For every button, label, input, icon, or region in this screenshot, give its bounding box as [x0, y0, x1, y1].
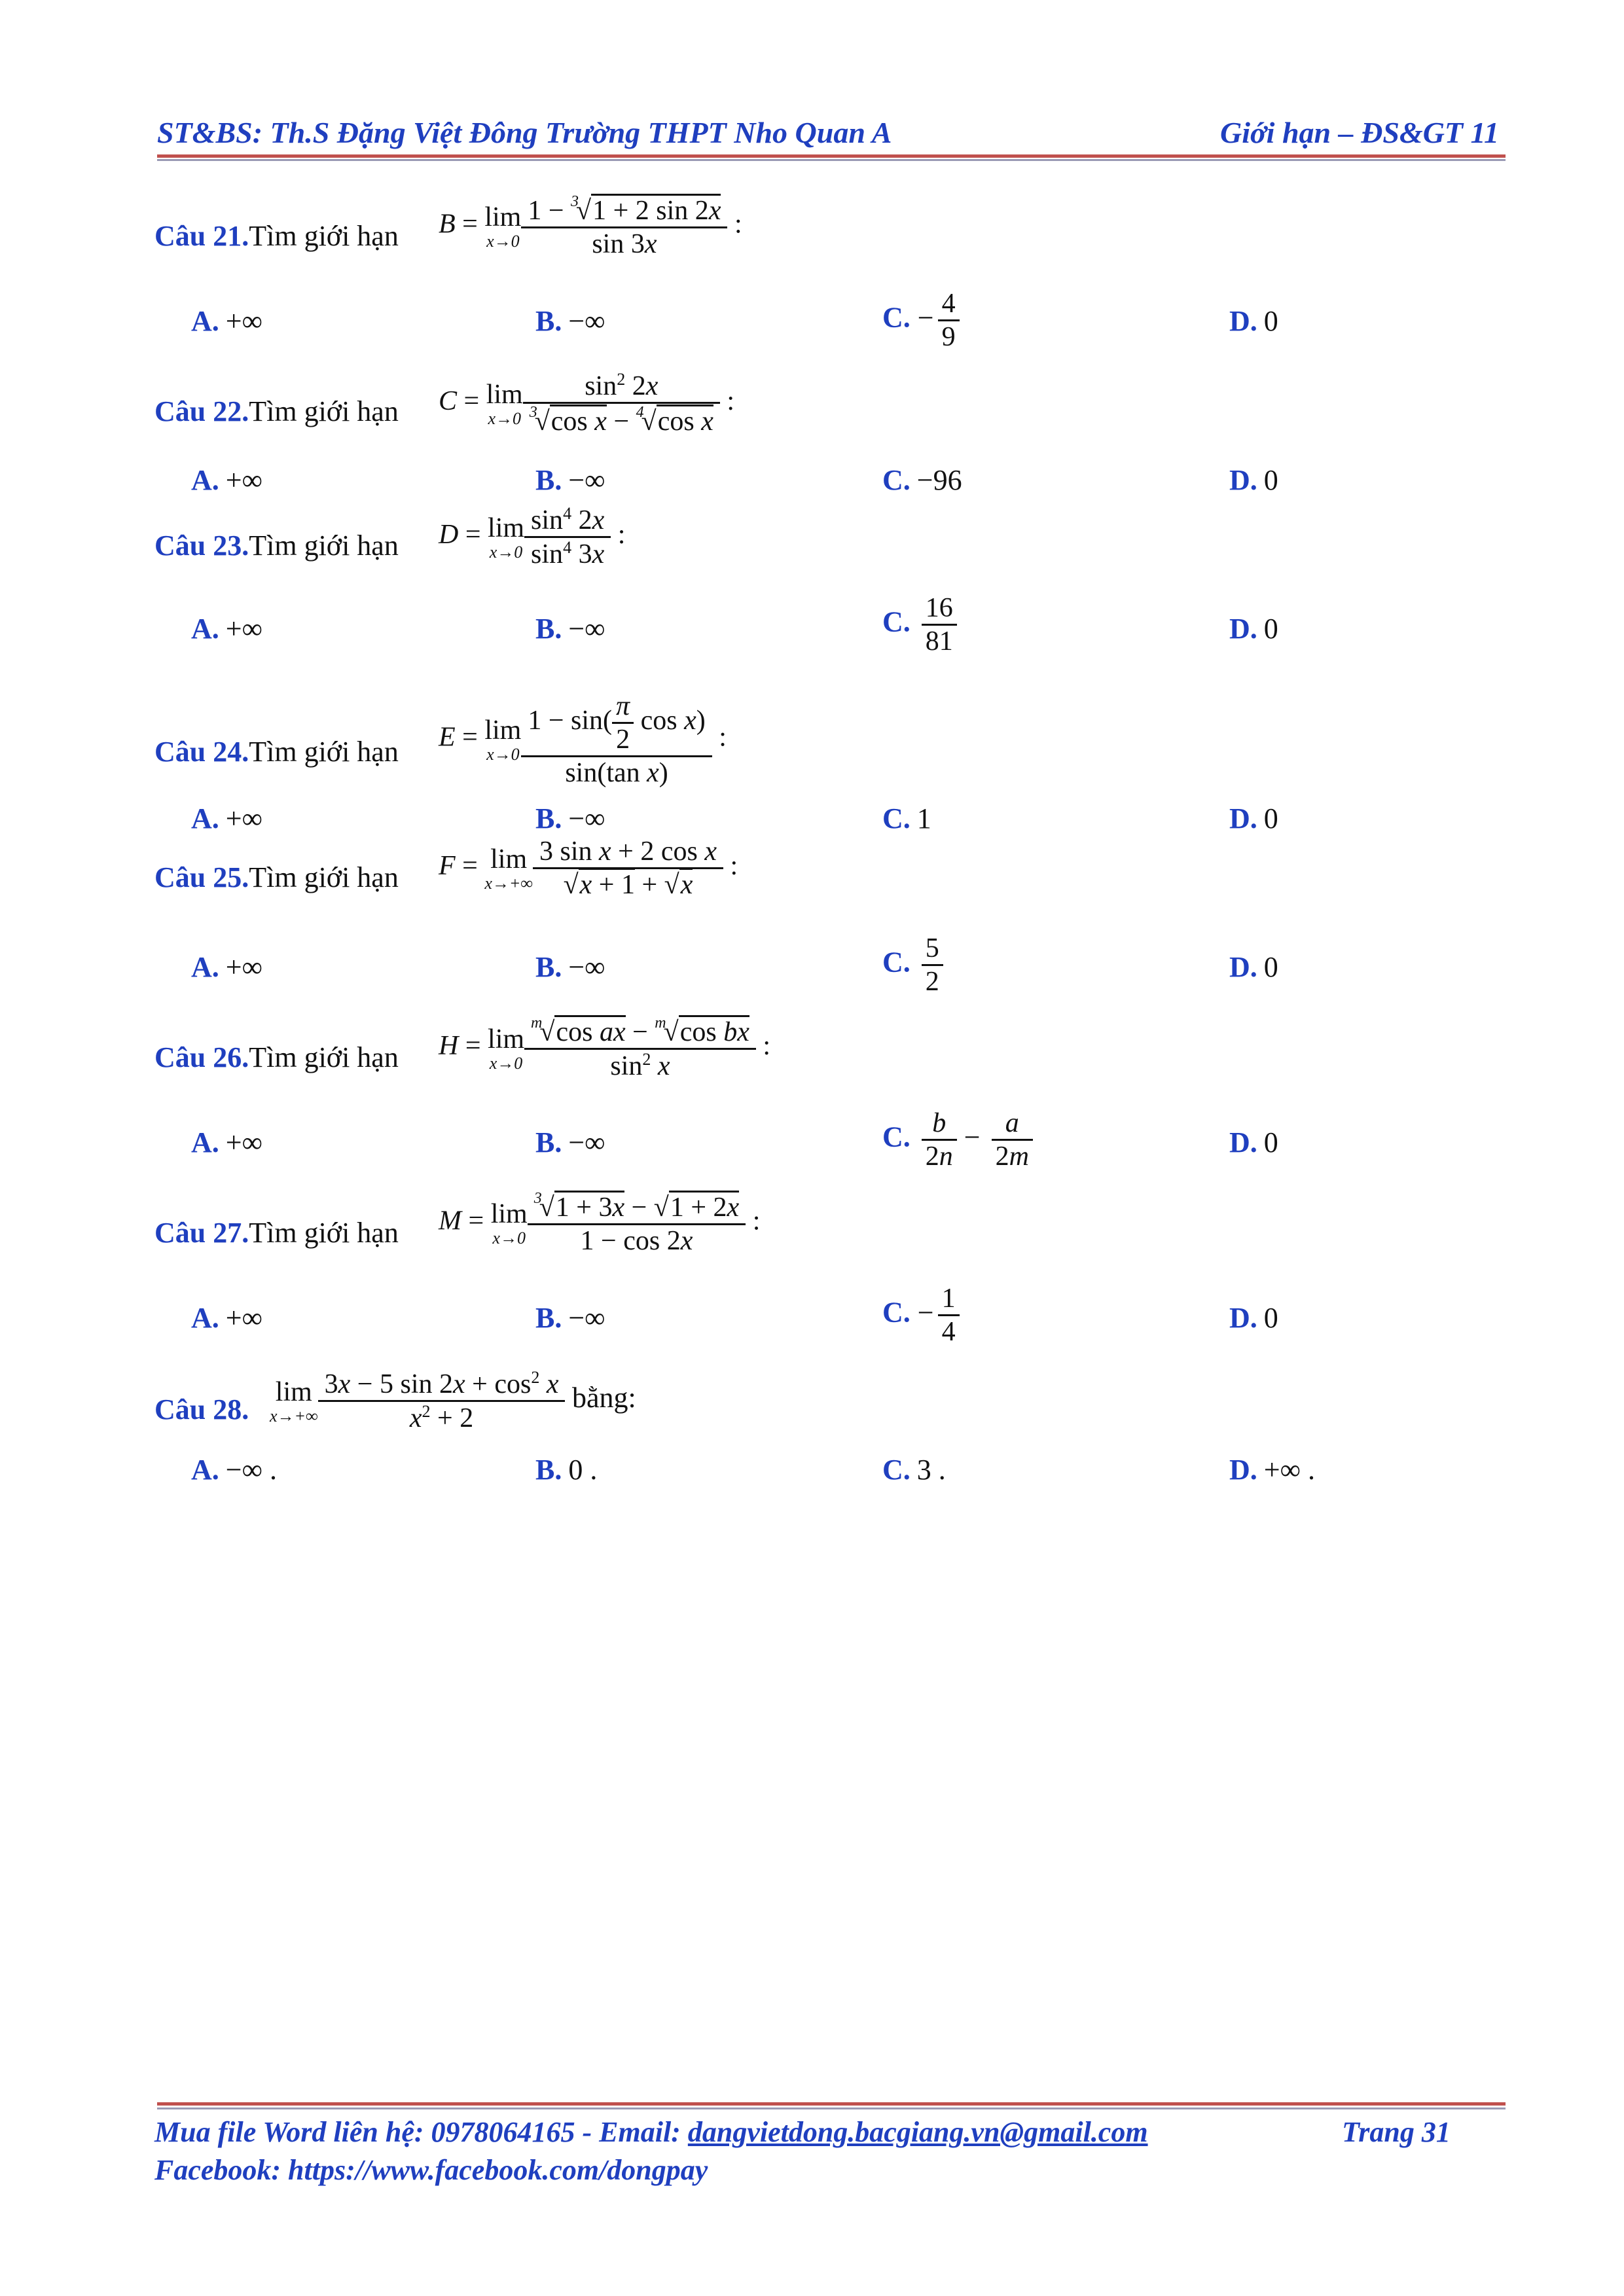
option-key: B. [535, 613, 562, 645]
option-key: A. [191, 951, 219, 983]
option-key: A. [191, 1126, 219, 1158]
footer-facebook[interactable]: Facebook: https://www.facebook.com/dongpay [154, 2154, 708, 2186]
answer-c-28[interactable] [882, 1453, 946, 1486]
formula-23: D = lim x→0 $\frac{\sin^4 2x}{\sin^4 3x}$ : [439, 504, 626, 569]
answer-d-28[interactable] [1229, 1453, 1315, 1486]
answer-b-23[interactable] [535, 612, 605, 645]
answer-a-26[interactable] [191, 1126, 262, 1159]
option-value: 0 [1263, 802, 1278, 834]
footer-email-link[interactable]: dangvietdong.bacgiang.vn@gmail.com [687, 2116, 1148, 2148]
option-value: 0 [1263, 464, 1278, 496]
option-key: A. [191, 613, 219, 645]
question-label: Câu 27. [154, 1217, 249, 1249]
question-24 [154, 735, 399, 768]
option-value: +∞ [225, 1126, 262, 1158]
option-key: C. [882, 301, 911, 334]
option-value: +∞ [225, 802, 262, 834]
option-value: −96 [916, 464, 962, 496]
option-value-fraction: $\frac{b}{2n}$ − $\frac{a}{2m}$ [918, 1121, 1033, 1153]
option-key: D. [1229, 951, 1257, 983]
answer-d-24[interactable] [1229, 802, 1278, 835]
option-value: 0 [1263, 305, 1278, 337]
formula-21: B = lim x→0 $\frac{1 - ^3√1 + 2 \sin 2x}{\sin 3x}$ : [439, 193, 742, 259]
option-value: 0 [1263, 951, 1278, 983]
option-key: D. [1229, 1126, 1257, 1158]
option-key: C. [882, 605, 911, 638]
answer-d-23[interactable] [1229, 612, 1278, 645]
option-key: D. [1229, 802, 1257, 834]
option-key: B. [535, 305, 562, 337]
answer-a-21[interactable] [191, 304, 262, 338]
option-key: B. [535, 1302, 562, 1334]
option-value: −∞ [568, 1302, 605, 1334]
option-key: B. [535, 802, 562, 834]
answer-b-24[interactable] [535, 802, 605, 835]
option-key: C. [882, 464, 911, 496]
option-key: A. [191, 1302, 219, 1334]
option-value: 0 [1263, 1126, 1278, 1158]
answer-d-26[interactable] [1229, 1126, 1278, 1159]
option-key: C. [882, 1454, 911, 1486]
footer-contact [154, 2115, 1148, 2149]
option-value: −∞ [568, 951, 605, 983]
option-value: −∞ [568, 464, 605, 496]
answer-c-25[interactable] [882, 933, 943, 997]
question-label: Câu 21. [154, 220, 249, 252]
option-key: D. [1229, 613, 1257, 645]
option-value: 0 [1263, 613, 1278, 645]
question-label: Câu 25. [154, 861, 249, 893]
option-value-fraction: $\frac{5}{2}$ [922, 933, 943, 997]
formula-26: H = lim x→0 $\frac{^m√\cos ax - ^m√\cos bx}{\sin^2 x}$ : [439, 1014, 771, 1081]
footer-divider [157, 2102, 1506, 2106]
formula-25: F = lim x→+∞ $\frac{\text{3 sin x + 2 cos x}}{√x + 1 + √x}$ : [439, 836, 738, 900]
answer-d-25[interactable] [1229, 950, 1278, 984]
question-text: Tìm giới hạn [249, 861, 399, 893]
header-divider [157, 154, 1506, 158]
option-value: +∞ . [1263, 1454, 1315, 1486]
option-key: C. [882, 1296, 911, 1329]
answer-d-27[interactable] [1229, 1301, 1278, 1335]
answer-c-24[interactable] [882, 802, 931, 835]
answer-c-21[interactable] [882, 288, 960, 353]
answer-a-25[interactable] [191, 950, 262, 984]
option-key: B. [535, 951, 562, 983]
question-label: Câu 24. [154, 736, 249, 768]
question-text: Tìm giới hạn [249, 395, 399, 427]
option-value: +∞ [225, 951, 262, 983]
option-value-fraction: − $\frac{4}{9}$ [918, 302, 960, 334]
question-text: Tìm giới hạn [249, 736, 399, 768]
option-key: B. [535, 1126, 562, 1158]
option-key: D. [1229, 464, 1257, 496]
option-key: A. [191, 464, 219, 496]
question-label: Câu 26. [154, 1041, 249, 1073]
question-text: bằng: [571, 1382, 636, 1414]
option-value: −∞ [568, 613, 605, 645]
option-key: C. [882, 1121, 911, 1153]
option-key: C. [882, 802, 911, 834]
answer-c-26[interactable] [882, 1107, 1033, 1172]
answer-a-22[interactable] [191, 463, 262, 497]
option-value-fraction: − $\frac{1}{4}$ [918, 1297, 960, 1329]
answer-b-25[interactable] [535, 950, 605, 984]
option-key: D. [1229, 305, 1257, 337]
option-value: +∞ [225, 613, 262, 645]
question-text: Tìm giới hạn [249, 1217, 399, 1249]
option-key: D. [1229, 1454, 1257, 1486]
question-text: Tìm giới hạn [249, 529, 399, 562]
formula-22: C = lim x→0 $\frac{\sin^2 2x}{^3√\cos x - ^4√\cos x}$ : [439, 370, 735, 437]
option-value: 0 [1263, 1302, 1278, 1334]
answer-c-27[interactable] [882, 1283, 960, 1348]
question-text: Tìm giới hạn [249, 1041, 399, 1073]
header-divider-shadow [157, 159, 1506, 161]
answer-b-27[interactable] [535, 1301, 605, 1335]
option-value-fraction: $\frac{16}{81}$ [922, 592, 957, 657]
answer-c-22[interactable] [882, 463, 962, 497]
answer-a-27[interactable] [191, 1301, 262, 1335]
answer-b-26[interactable] [535, 1126, 605, 1159]
question-25 [154, 861, 399, 894]
answer-c-23[interactable] [882, 592, 957, 657]
question-26 [154, 1041, 399, 1074]
option-key: A. [191, 802, 219, 834]
question-23 [154, 529, 399, 562]
answer-a-28[interactable] [191, 1453, 277, 1486]
footer-contact-text: Mua file Word liên hệ: 0978064165 - Email: [154, 2116, 688, 2148]
option-key: C. [882, 946, 911, 978]
option-key: A. [191, 1454, 219, 1486]
option-value: +∞ [225, 305, 262, 337]
option-value: +∞ [225, 1302, 262, 1334]
option-key: B. [535, 1454, 562, 1486]
option-value: −∞ [568, 802, 605, 834]
question-27 [154, 1216, 399, 1249]
header-author: ST&BS: Th.S Đặng Việt Đông Trường THPT Nho Quan A [157, 116, 892, 149]
option-key: D. [1229, 1302, 1257, 1334]
option-value: −∞ [568, 305, 605, 337]
option-key: A. [191, 305, 219, 337]
header-topic: Giới hạn – ĐS&GT 11 [1220, 116, 1499, 149]
answer-d-21[interactable] [1229, 304, 1278, 338]
formula-28: lim x→+∞ $\frac{3x - 5 \sin 2x + \cos^2 x}{x^2 + 2}$ bằng: [270, 1368, 636, 1433]
option-value: 1 [916, 802, 931, 834]
answer-b-21[interactable] [535, 304, 605, 338]
question-label: Câu 28. [154, 1393, 249, 1426]
question-text: Tìm giới hạn [249, 220, 399, 252]
option-value: +∞ [225, 464, 262, 496]
question-28 [154, 1393, 249, 1426]
footer-divider-shadow [157, 2108, 1506, 2109]
option-value: 3 . [916, 1454, 946, 1486]
option-key: B. [535, 464, 562, 496]
formula-27: M = lim x→0 $\frac{^3√1 + 3x - √1 + 2x}{1 - \cos 2x}$ : [439, 1190, 761, 1256]
option-value: −∞ . [225, 1454, 277, 1486]
answer-b-22[interactable] [535, 463, 605, 497]
question-label: Câu 22. [154, 395, 249, 427]
option-value: 0 . [568, 1454, 598, 1486]
page-header [157, 111, 1499, 157]
answer-b-28[interactable] [535, 1453, 597, 1486]
answer-a-23[interactable] [191, 612, 262, 645]
question-label: Câu 23. [154, 529, 249, 562]
question-22 [154, 395, 399, 428]
page-number: Trang 31 [1342, 2116, 1451, 2148]
question-21 [154, 219, 399, 253]
formula-24: E = lim x→0 1 − sin( $\frac{\pi}{2}$ cos x) sin(tan x) : [439, 691, 727, 788]
answer-d-22[interactable] [1229, 463, 1278, 497]
answer-a-24[interactable] [191, 802, 262, 835]
option-value: −∞ [568, 1126, 605, 1158]
